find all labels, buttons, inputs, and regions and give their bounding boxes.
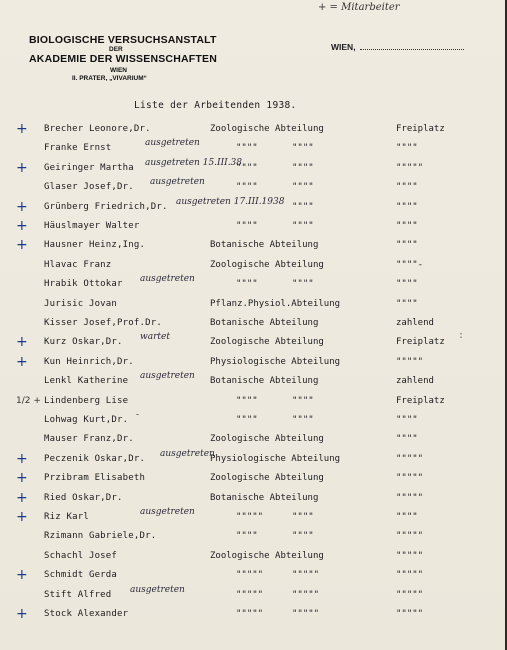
margin-cross-mark: + [16,353,28,370]
document-title: Liste der Arbeitenden 1938. [134,100,297,111]
person-name: Kisser Josef,Prof.Dr. [44,318,162,328]
status: """" [396,298,418,309]
handwritten-note: ausgetreten [140,507,195,517]
person-name: Geiringer Martha [44,162,134,173]
person-name: Grünberg Friedrich,Dr. [44,201,168,212]
list-row [0,299,507,315]
margin-cross-mark: + [16,237,28,254]
letterhead-line-1: BIOLOGISCHE VERSUCHSANSTALT [29,34,217,46]
person-name: Kurz Oskar,Dr. [44,337,123,348]
ditto-department-1: """" [236,531,258,542]
person-name: Schachl Josef [44,550,118,561]
top-handwritten-note: + = Mitarbeiter [318,2,400,13]
date-line [360,49,464,50]
handwritten-note: - [136,410,140,420]
person-name: Hausner Heinz,Ing. [44,240,146,251]
letterhead-line-2: DER [109,46,123,53]
person-name: Przibram Elisabeth [44,473,146,484]
ditto-department-1: """" [236,415,258,425]
ditto-department-1: """" [236,395,258,406]
ditto-department-2: """" [292,143,314,154]
department: Physiologische Abteilung [210,356,341,367]
handwritten-note: ausgetreten 15.III.38 [145,157,243,168]
list-row [0,567,507,586]
person-name: Mauser Franz,Dr. [44,434,134,445]
list-row [0,396,507,412]
person-name: Franke Ernst [44,143,112,154]
letterhead-line-4: WIEN [110,67,127,74]
person-name: Brecher Leonore,Dr. [44,124,151,134]
list-row [0,121,507,140]
ditto-department-1: """" [236,162,258,173]
status: """" [396,240,418,251]
department: Physiologische Abteilung [210,453,341,464]
department: Zoologische Abteilung [210,473,324,484]
ditto-department-2: """" [292,531,314,542]
margin-cross-mark: + [16,470,28,487]
list-row [0,157,507,179]
ditto-department-2: """" [292,201,314,212]
ditto-department-2: """"" [292,609,320,619]
margin-cross-mark: + [16,159,28,176]
handwritten-note: ausgetreten [140,274,195,285]
person-name: Lohwag Kurt,Dr. [44,415,129,425]
list-row [0,332,507,353]
status: """" [396,434,418,445]
department: Zoologische Abteilung [210,550,324,561]
ditto-department-1: """" [236,182,258,193]
handwritten-note: ausgetreten [150,177,205,188]
person-name: Rzimann Gabriele,Dr. [44,531,157,542]
ditto-department-1: """"" [236,512,264,522]
person-name: Lindenberg Lise [44,395,129,406]
margin-cross-mark: + [16,334,28,351]
status: """"" [396,589,424,600]
person-name: Glaser Josef,Dr. [44,182,134,193]
status: """" [396,221,418,231]
list-row [0,606,507,625]
list-row [0,353,507,373]
department: Botanische Abteilung [210,240,319,251]
list-row [0,318,507,334]
ditto-department-2: """"" [292,589,320,600]
margin-cross-mark: 1/2 + [16,395,41,406]
department: Zoologische Abteilung [210,434,324,445]
list-row [0,584,507,606]
list-row [0,434,507,450]
list-row [0,448,507,470]
person-name: Riz Karl [44,512,89,522]
margin-mark: : [458,330,465,341]
margin-cross-mark: + [16,606,28,622]
ditto-department-2: """"" [292,570,320,581]
status: """"" [396,570,424,581]
ditto-department-1: """" [236,221,258,231]
letterhead-line-5: II. PRATER, „VIVARIUM“ [72,75,147,82]
place-label: WIEN, [331,42,356,52]
status: """"" [396,550,424,561]
ditto-department-2: """" [292,395,314,406]
list-row [0,237,507,256]
ditto-department-1: """" [236,279,258,290]
status: """"" [396,609,424,619]
list-row [0,489,507,509]
ditto-department-2: """" [292,512,314,522]
list-row [0,410,507,431]
person-name: Ried Oskar,Dr. [44,492,123,503]
status: Freiplatz [396,124,445,134]
margin-cross-mark: + [16,198,28,215]
handwritten-note: ausgetreten [160,448,215,459]
person-name: Stock Alexander [44,609,129,619]
person-name: Kun Heinrich,Dr. [44,356,134,367]
status: Freiplatz [396,395,445,406]
list-row [0,260,507,276]
department: Zoologische Abteilung [210,337,324,348]
margin-cross-mark: + [16,121,28,137]
ditto-department-2: """" [292,162,314,173]
department: Pflanz.Physiol.Abteilung [210,298,341,309]
status: """" [396,512,418,522]
status: """"" [396,473,424,484]
status: """"" [396,162,424,173]
status: """"" [396,531,424,542]
status: zahlend [396,376,434,387]
ditto-department-1: """"" [236,609,264,619]
status: zahlend [396,318,434,328]
margin-cross-mark: + [16,489,28,506]
handwritten-note: ausgetreten 17.III.1938 [176,196,285,207]
status: """" [396,201,418,212]
person-name: Peczenik Oskar,Dr. [44,453,146,464]
margin-cross-mark: + [16,509,28,525]
status: """"" [396,356,424,367]
department: Zoologische Abteilung [210,124,324,134]
margin-cross-mark: + [16,218,28,234]
ditto-department-2: """" [292,415,314,425]
list-row [0,218,507,237]
list-row [0,196,507,218]
status: Freiplatz [396,337,445,348]
person-name: Häuslmayer Walter [44,221,140,231]
department: Zoologische Abteilung [210,259,324,270]
status: """"" [396,492,424,503]
status: """" [396,143,418,154]
status: """"- [396,259,424,270]
letterhead-line-3: AKADEMIE DER WISSENSCHAFTEN [29,53,217,65]
list-row [0,470,507,489]
ditto-department-2: """" [292,182,314,193]
list-row [0,274,507,295]
department: Botanische Abteilung [210,492,319,503]
person-name: Lenkl Katherine [44,376,129,387]
list-row [0,531,507,547]
person-name: Schmidt Gerda [44,570,118,581]
status: """" [396,182,418,193]
margin-cross-mark: + [16,450,28,467]
department: Botanische Abteilung [210,318,319,328]
person-name: Hrabik Ottokar [44,279,123,290]
person-name: Stift Alfred [44,589,112,600]
list-row [0,551,507,567]
handwritten-note: wartet [140,332,170,343]
list-row [0,138,507,159]
department: Botanische Abteilung [210,376,319,387]
list-row [0,371,507,392]
status: """" [396,279,418,290]
handwritten-note: ausgetreten [130,584,185,595]
ditto-department-1: """" [236,143,258,154]
status: """" [396,415,418,425]
margin-cross-mark: + [16,567,28,584]
person-name: Jurisic Jovan [44,298,118,309]
status: """"" [396,453,424,464]
person-name: Hlavac Franz [44,259,112,270]
ditto-department-2: """" [292,279,314,290]
list-row [0,507,507,528]
handwritten-note: ausgetreten [145,138,200,149]
ditto-department-1: """"" [236,589,264,600]
handwritten-note: ausgetreten [140,371,195,382]
ditto-department-1: """"" [236,570,264,581]
ditto-department-2: """" [292,221,314,231]
